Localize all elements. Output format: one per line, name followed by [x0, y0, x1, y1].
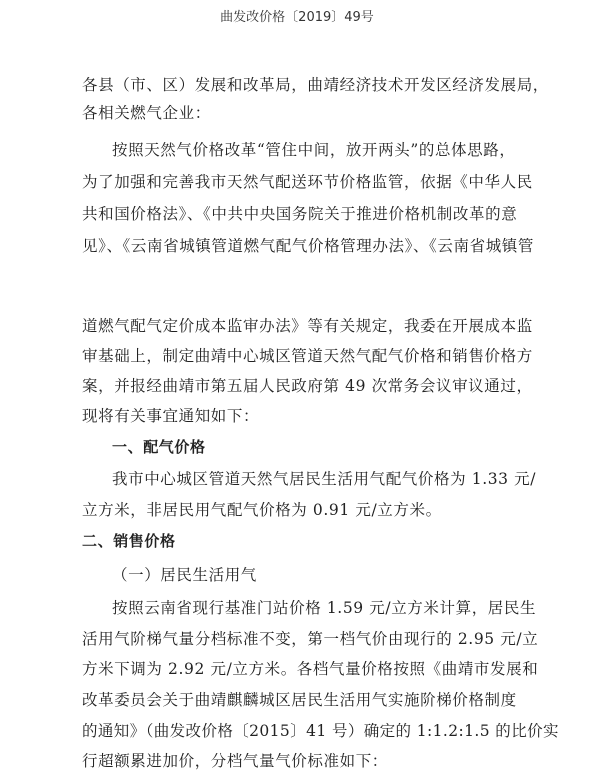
addressee-line: 各县（市、区）发展和改革局，曲靖经济技术开发区经济发展局， [82, 76, 549, 94]
paragraph-line: 见》、《云南省城镇管道燃气配气价格管理办法》、《云南省城镇管 [82, 237, 535, 255]
paragraph-line: 现将有关事宜通知如下： [82, 407, 260, 425]
paragraph-line: 改革委员会关于曲靖麒麟城区居民生活用气实施阶梯价格制度 [82, 691, 517, 709]
subsection-heading: （一）居民生活用气 [112, 566, 257, 584]
addressee-line: 各相关燃气企业： [82, 104, 211, 122]
section-heading: 二、销售价格 [82, 532, 176, 550]
paragraph-line: 行超额累进加价，分档气量气价标准如下： [82, 752, 388, 770]
paragraph-line: 方米下调为 2.92 元/立方米。各档气量价格按照《曲靖市发展和 [82, 660, 539, 678]
paragraph-line: 活用气阶梯气量分档标准不变，第一档气价由现行的 2.95 元/立 [82, 630, 539, 648]
paragraph-line: 立方米，非居民用气配气价格为 0.91 元/立方米。 [82, 501, 442, 519]
paragraph-line: 审基础上，制定曲靖中心城区管道天然气配气价格和销售价格方 [82, 347, 533, 365]
paragraph-line: 我市中心城区管道天然气居民生活用气配气价格为 1.33 元/ [112, 470, 537, 488]
document-number: 曲发改价格〔2019〕49号 [220, 10, 374, 25]
paragraph-line: 的通知》（曲发改价格〔2015〕41 号）确定的 1:1.2:1.5 的比价实 [82, 722, 559, 740]
section-heading: 一、配气价格 [112, 438, 206, 456]
paragraph-line: 按照天然气价格改革“管住中间，放开两头”的总体思路， [112, 141, 516, 159]
paragraph-line: 共和国价格法》、《中共中央国务院关于推进价格机制改革的意 [82, 205, 518, 223]
paragraph-line: 案，并报经曲靖市第五届人民政府第 49 次常务会议审议通过， [82, 377, 533, 395]
paragraph-line: 道燃气配气定价成本监审办法》等有关规定，我委在开展成本监 [82, 317, 533, 335]
paragraph-line: 按照云南省现行基准门站价格 1.59 元/立方米计算，居民生 [112, 599, 537, 617]
paragraph-line: 为了加强和完善我市天然气配送环节价格监管，依据《中华人民 [82, 173, 533, 191]
